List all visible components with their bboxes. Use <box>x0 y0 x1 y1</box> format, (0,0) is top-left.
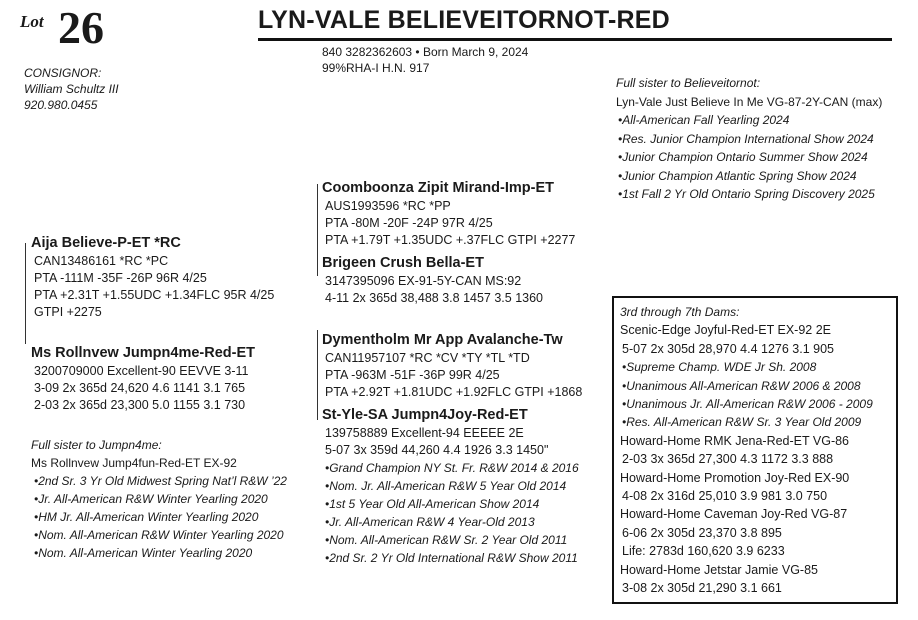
dam-sire-name: Dymentholm Mr App Avalanche-Tw <box>322 332 563 348</box>
sire-sire-block <box>322 179 575 249</box>
dam-line: 2-03 2x 365d 23,300 5.0 1155 3.1 730 <box>34 398 246 412</box>
consignor-label: CONSIGNOR: <box>24 66 102 80</box>
dams-box-heading: 3rd through 7th Dams: <box>620 305 740 319</box>
registration-info <box>322 44 528 76</box>
dams-box-line: •Supreme Champ. WDE Jr Sh. 2008 <box>622 360 817 375</box>
award-item: •2nd Sr. 3 Yr Old Midwest Spring Nat’l R&W ’22 <box>34 474 287 488</box>
award-item: •1st 5 Year Old All-American Show 2014 <box>325 497 540 511</box>
award-item: •Nom. Jr. All-American R&W 5 Year Old 2014 <box>325 479 567 493</box>
sister-top-block <box>616 74 882 204</box>
sire-sire-name: Coomboonza Zipit Mirand-Imp-ET <box>322 180 554 196</box>
sire-line: PTA +2.31T +1.55UDC +1.34FLC 95R 4/25 <box>34 288 275 302</box>
award-item: •Junior Champion Ontario Summer Show 2024 <box>618 150 868 164</box>
sire-bracket-line <box>25 243 26 344</box>
dams-box-line: •Res. All-American R&W Sr. 3 Year Old 2009 <box>622 415 862 430</box>
dam-dam-line: 5-07 3x 359d 44,260 4.4 1926 3.3 1450" <box>325 443 549 457</box>
sister-bottom-heading: Full sister to Jumpn4me: <box>31 438 162 452</box>
sire-dam-name: Brigeen Crush Bella-ET <box>322 255 484 271</box>
dam-line: 3200709000 Excellent-90 EEVVE 3-11 <box>34 364 249 378</box>
dams-box-line: Scenic-Edge Joyful-Red-ET EX-92 2E <box>620 323 831 338</box>
dams-box-line: 4-08 2x 316d 25,010 3.9 981 3.0 750 <box>622 489 828 504</box>
sire-sire-line: PTA +1.79T +1.35UDC +.37FLC GTPI +2277 <box>325 233 576 247</box>
ancestor-dams-box <box>612 296 898 604</box>
title-rule <box>258 38 892 41</box>
dam-line: 3-09 2x 365d 24,620 4.6 1141 3.1 765 <box>34 381 246 395</box>
sire-line: GTPI +2275 <box>34 305 102 319</box>
dam-dam-line: 139758889 Excellent-94 EEEEE 2E <box>325 426 524 440</box>
award-item: •Junior Champion Atlantic Spring Show 2024 <box>618 168 857 183</box>
dam-dam-block <box>322 406 579 567</box>
award-item: •Jr. All-American R&W Winter Yearling 2020 <box>34 492 268 506</box>
award-item: •Grand Champion NY St. Fr. R&W 2014 & 2016 <box>325 461 579 475</box>
dams-box-line: Life: 2783d 160,620 3.9 6233 <box>622 544 785 559</box>
sister-top-heading: Full sister to Believeitornot: <box>616 76 761 90</box>
dams-box-line: 3-08 2x 305d 21,290 3.1 661 <box>622 581 782 596</box>
sire-dam-line: 3147395096 EX-91-5Y-CAN MS:92 <box>325 274 522 288</box>
award-item: •Nom. All-American R&W Sr. 2 Year Old 2011 <box>325 533 568 547</box>
dam-sire-block <box>322 331 582 401</box>
dams-box-line: •Unanimous Jr. All-American R&W 2006 - 2009 <box>622 397 873 412</box>
award-item: •Nom. All-American R&W Winter Yearling 2020 <box>34 528 284 542</box>
reg-line-1: 840 3282362603 • Born March 9, 2024 <box>322 45 529 59</box>
sister-top-name: Lyn-Vale Just Believe In Me VG-87-2Y-CAN (max) <box>616 94 883 109</box>
award-item: •Nom. All-American Winter Yearling 2020 <box>34 546 253 560</box>
sire-sire-line: PTA -80M -20F -24P 97R 4/25 <box>325 216 493 230</box>
dams-box-line: Howard-Home Promotion Joy-Red EX-90 <box>620 470 850 485</box>
consignor-phone: 920.980.0455 <box>24 98 98 112</box>
page-title: LYN-VALE BELIEVEITORNOT-RED <box>258 6 670 34</box>
sire-line: PTA -111M -35F -26P 96R 4/25 <box>34 271 207 285</box>
lot-label: Lot <box>20 12 44 31</box>
award-item: •All-American Fall Yearling 2024 <box>618 113 790 127</box>
consignor-block <box>24 65 119 113</box>
dam-sire-line: PTA +2.92T +1.81UDC +1.92FLC GTPI +1868 <box>325 385 583 399</box>
sire-sire-bracket-line <box>317 184 318 276</box>
award-item: •Res. Junior Champion International Show 2024 <box>618 131 874 146</box>
reg-line-2: 99%RHA-I H.N. 917 <box>322 61 430 75</box>
award-item: •2nd Sr. 2 Yr Old International R&W Show 2011 <box>325 551 578 565</box>
dams-box-line: Howard-Home Jetstar Jamie VG-85 <box>620 562 818 577</box>
consignor-name: William Schultz III <box>24 82 119 96</box>
dams-box-line: Howard-Home RMK Jena-Red-ET VG-86 <box>620 433 850 448</box>
lot-number: 26 <box>58 2 104 53</box>
award-item: •Jr. All-American R&W 4 Year-Old 2013 <box>325 515 535 529</box>
sire-line: CAN13486161 *RC *PC <box>34 254 169 268</box>
dams-box-line: 5-07 2x 305d 28,970 4.4 1276 3.1 905 <box>622 341 834 356</box>
sire-dam-line: 4-11 2x 365d 38,488 3.8 1457 3.5 1360 <box>325 291 544 305</box>
dams-box-line: Howard-Home Caveman Joy-Red VG-87 <box>620 507 848 522</box>
dams-box-line: 2-03 3x 365d 27,300 4.3 1172 3.3 888 <box>622 452 834 467</box>
sire-sire-line: AUS1993596 *RC *PP <box>325 199 451 213</box>
sire-dam-block <box>322 254 543 307</box>
sire-block <box>31 234 274 321</box>
dam-block <box>31 344 255 414</box>
dams-box-line: 6-06 2x 305d 23,370 3.8 895 <box>622 525 782 540</box>
dam-sire-line: PTA -963M -51F -36P 99R 4/25 <box>325 368 500 382</box>
dams-box-line: •Unanimous All-American R&W 2006 & 2008 <box>622 378 861 393</box>
dam-sire-line: CAN11957107 *RC *CV *TY *TL *TD <box>325 351 530 365</box>
award-item: •HM Jr. All-American Winter Yearling 2020 <box>34 510 259 524</box>
sister-bottom-name: Ms Rollnvew Jump4fun-Red-ET EX-92 <box>31 456 237 470</box>
dam-sire-bracket-line <box>317 330 318 420</box>
award-item: •1st Fall 2 Yr Old Ontario Spring Discovery 2025 <box>618 187 875 201</box>
sister-bottom-block <box>31 436 287 562</box>
sire-name: Aija Believe-P-ET *RC <box>31 235 181 251</box>
dam-name: Ms Rollnvew Jumpn4me-Red-ET <box>31 345 255 361</box>
dam-dam-name: St-Yle-SA Jumpn4Joy-Red-ET <box>322 407 528 423</box>
